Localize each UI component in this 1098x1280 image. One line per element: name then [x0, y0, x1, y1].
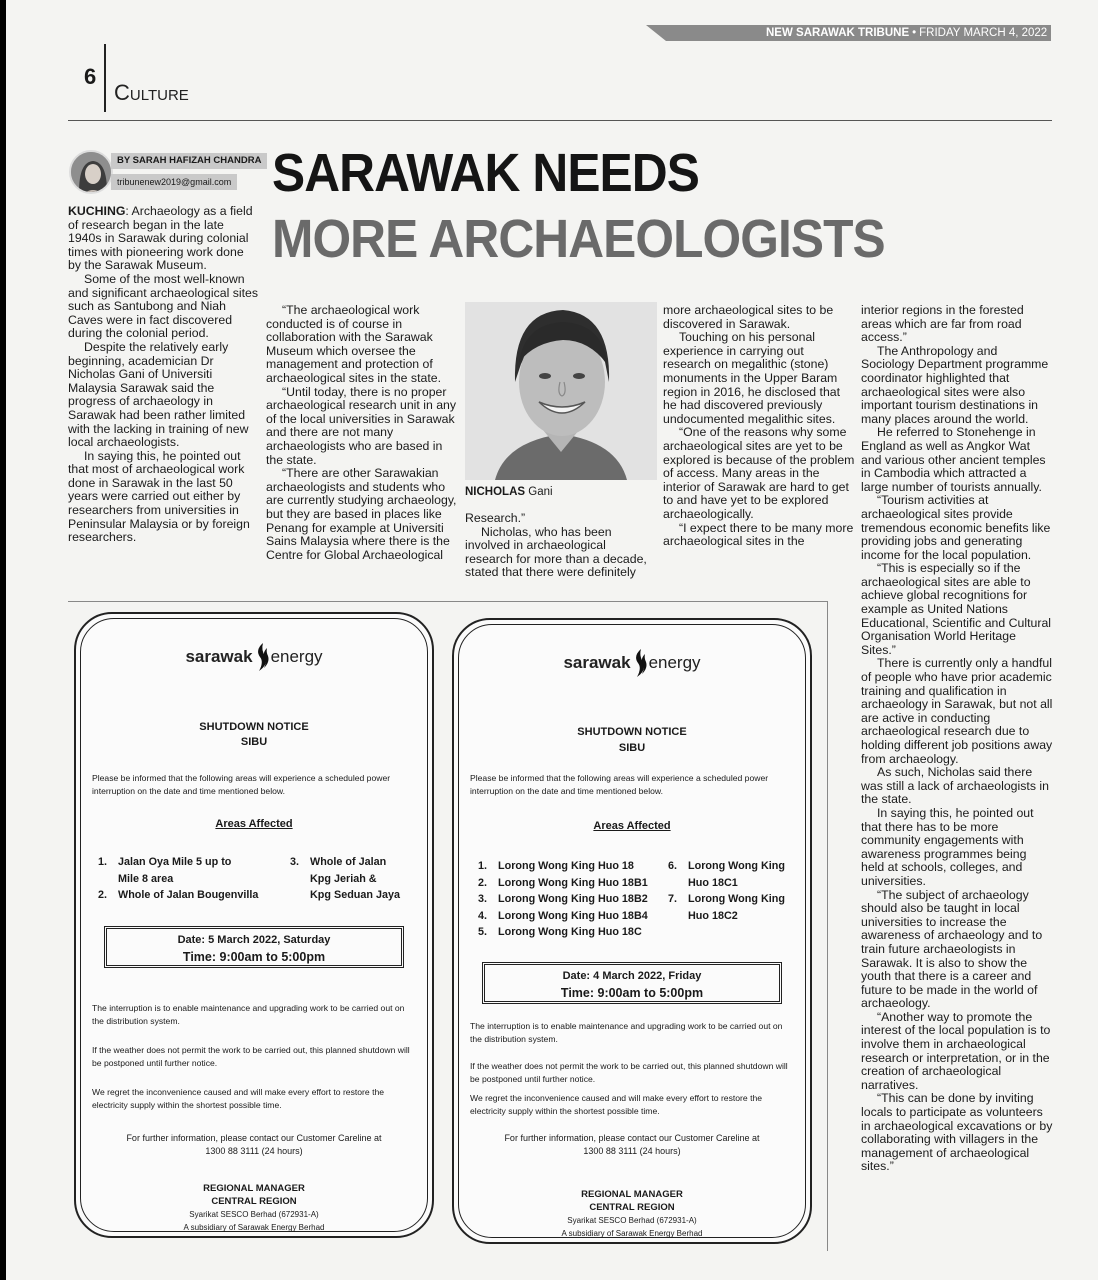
area-item [478, 908, 648, 925]
sarawak-energy-logo [454, 648, 810, 678]
paper-name: NEW SARAWAK TRIBUNE [766, 27, 910, 39]
area-number: 5. [478, 926, 488, 938]
article-column-3 [465, 512, 657, 592]
paragraph-text: As such, Nicholas said there was still a lack of archaeologists in the state. [861, 765, 1049, 807]
article-paragraph [861, 1011, 1053, 1093]
sign-region: CENTRAL REGION [211, 1196, 297, 1207]
newspaper-page [6, 0, 1098, 1280]
area-item [478, 924, 648, 941]
paragraph-text: The Anthropology and Sociology Department programme coordinator highlighted that archaeological sites were also important tourism destinations in many places around the world. [861, 343, 1049, 426]
article-paragraph [68, 341, 260, 450]
article-paragraph [266, 467, 458, 562]
area-name: Lorong Wong King [688, 893, 785, 905]
area-item [668, 875, 785, 892]
article-paragraph [861, 426, 1053, 494]
signature-block [76, 1182, 432, 1234]
area-name: Lorong Wong King [688, 860, 785, 872]
article-paragraph [861, 494, 1053, 562]
area-item [478, 875, 648, 892]
article-column-5 [861, 304, 1053, 1254]
masthead-wedge [646, 25, 666, 41]
article-paragraph [663, 304, 855, 331]
author-email: tribunenew2019@gmail.com [111, 174, 237, 190]
headline-line-2: MORE ARCHAEOLOGISTS [272, 209, 885, 269]
sarawak-energy-logo [76, 642, 432, 672]
area-number: 7. [668, 893, 678, 905]
area-name: Huo 18C1 [688, 876, 738, 889]
company-subsidiary: A subsidiary of Sarawak Energy Berhad [183, 1223, 325, 1232]
areas-list-left [478, 858, 648, 941]
article-paragraph [68, 450, 260, 545]
area-item [290, 854, 400, 871]
issue-date: FRIDAY MARCH 4, 2022 [919, 27, 1048, 39]
author-portrait-icon [71, 152, 113, 194]
notice-location: SIBU [618, 742, 646, 754]
shutdown-date: Date: 4 March 2022, Friday [562, 970, 702, 982]
caption-rest: Gani [528, 486, 553, 498]
contact-info [454, 1132, 810, 1158]
date-time-box [482, 962, 782, 1004]
paragraph-text: Touching on his personal experience in carrying out research on megalithic (stone) monuments in the Upper Baram region in 2016, he disclosed that he had discovered previously undocumented megalithic sites. [663, 330, 841, 426]
paragraph-text: There is currently only a handful of people who have prior academic training and qualification in archaeology in Sarawak, but not all are active in conducting archaeological research due to holding different job positions away from archaeology. [861, 656, 1053, 766]
header-rule [68, 120, 1052, 121]
area-number: 2. [98, 889, 108, 901]
area-number: 3. [290, 856, 300, 868]
company-name: Syarikat SESCO Berhad (672931-A) [567, 1216, 697, 1225]
paragraph-text: “There are other Sarawakian archaeologists and students who are currently studying archaeology, but they are based in places like Penang for example at Universiti Sains Malaysia where there is the Centre for Global Archaeological [266, 466, 457, 562]
paragraph-text: “The subject of archaeology should also be taught in local universities to increase the awareness of archaeology and to train future archaeologists in Sarawak. It is also to show the youth that there is a career and future to be made in the world of archaeology. [861, 887, 1043, 1011]
notice-para-apology: We regret the inconvenience caused and will make every effort to restore the electricity supply within the shortest possible time. [92, 1087, 385, 1110]
areas-list-right [668, 858, 785, 924]
area-name: Kpg Jeriah & [310, 872, 377, 885]
article-column-2 [266, 304, 458, 589]
paragraph-text: “Tourism activities at archaeological sites provide tremendous economic benefits like providing jobs and generating income for the local population. [861, 493, 1051, 562]
date-time-box [104, 926, 404, 968]
flame-icon [254, 642, 270, 672]
shutdown-time: Time: 9:00am to 5:00pm [182, 950, 326, 964]
paragraph-text: In saying this, he pointed out that there has to be more community engagements with awareness programmes being held at schools, colleges, and universities. [861, 805, 1034, 888]
paragraph-text: “The archaeological work conducted is of course in collaboration with the Sarawak Museum which oversee the management and protection of archaeological sites in the state. [266, 304, 441, 385]
paragraph-text: Some of the most well-known and significant archaeological sites such as Santubong and Niah Caves were in fact discovered during the colonial period. [68, 271, 259, 341]
article-paragraph [68, 205, 260, 273]
article-paragraph [663, 331, 855, 426]
area-number: 6. [668, 860, 678, 872]
caption-name: NICHOLAS [465, 486, 526, 498]
sign-title: REGIONAL MANAGER [581, 1189, 683, 1200]
article-paragraph [861, 807, 1053, 889]
flame-icon [632, 648, 648, 678]
area-name: Jalan Oya Mile 5 up to [118, 856, 232, 868]
article-paragraph [861, 657, 1053, 766]
paragraph-text: : Archaeology as a field of research began in the late 1940s in Sarawak during colonial times with pioneering work done by the Sarawak Museum. [68, 205, 253, 273]
area-item [98, 887, 258, 904]
article-paragraph [861, 1092, 1053, 1174]
areas-heading: Areas Affected [593, 820, 671, 832]
dateline: KUCHING [68, 205, 126, 218]
author-avatar [69, 150, 113, 194]
area-item [98, 854, 258, 871]
article-paragraph [266, 304, 458, 386]
areas-list-right [290, 854, 400, 904]
sign-region: CENTRAL REGION [589, 1202, 675, 1213]
brand-left: sarawak [563, 653, 631, 672]
area-name: Lorong Wong King Huo 18C [498, 926, 642, 938]
area-name: Whole of Jalan Bougenvilla [118, 889, 259, 901]
brand-right: energy [270, 647, 323, 666]
area-name: Lorong Wong King Huo 18B1 [498, 876, 648, 889]
areas-list-left [98, 854, 258, 904]
area-item [290, 887, 400, 904]
paragraph-text: Research.” [465, 512, 526, 525]
areas-heading: Areas Affected [215, 818, 293, 830]
article-paragraph [266, 386, 458, 468]
masthead-separator: • [912, 27, 917, 39]
signature-block [454, 1188, 810, 1240]
paragraph-text: “This can be done by inviting locals to participate as volunteers in archaeological excavations or by collaborating with villagers in the management of archaeological sites.” [861, 1091, 1053, 1174]
area-item [668, 858, 785, 875]
shutdown-time: Time: 9:00am to 5:00pm [560, 986, 704, 1000]
area-item [668, 908, 785, 925]
page-number: 6 [84, 64, 97, 89]
area-number: 1. [478, 860, 488, 872]
brand-right: energy [648, 653, 701, 672]
area-name: Lorong Wong King Huo 18 [498, 860, 634, 872]
shutdown-notice-ad-1 [74, 612, 434, 1238]
paragraph-text: “I expect there to be many more archaeological sites in the [663, 520, 854, 549]
paragraph-text: interior regions in the forested areas which are far from road access.” [861, 304, 1024, 345]
paragraph-text: Nicholas, who has been involved in archaeological research for more than a decade, stated that there were definitely [465, 524, 647, 580]
article-paragraph [465, 526, 657, 580]
area-name: Lorong Wong King Huo 18B2 [498, 893, 648, 905]
page-number-rule [104, 44, 106, 112]
masthead-bar [666, 25, 1051, 41]
sign-title: REGIONAL MANAGER [203, 1183, 305, 1194]
notice-para-weather: If the weather does not permit the work to be carried out, this planned shutdown will be postponed until further notice. [470, 1061, 788, 1084]
article-paragraph [663, 426, 855, 521]
article-paragraph [861, 562, 1053, 657]
photo-caption [465, 486, 553, 498]
notice-intro: Please be informed that the following areas will experience a scheduled power interruption on the date and time mentioned below. [92, 773, 391, 796]
area-item [98, 871, 258, 888]
paragraph-text: “Until today, there is no proper archaeological research unit in any of the local universities in Sarawak and there are not many archaeologists who are based in the state. [266, 384, 457, 467]
contact-phone: 1300 88 3111 (24 hours) [583, 1146, 681, 1156]
area-name: Lorong Wong King Huo 18B4 [498, 909, 648, 922]
paragraph-text: “Another way to promote the interest of the local population is to involve them in archaeological research or interpretation, or in the creation of archaeological narratives. [861, 1009, 1051, 1092]
notice-para-maintenance: The interruption is to enable maintenance and upgrading work to be carried out on the distribution system. [92, 1003, 405, 1026]
article-column-4 [663, 304, 855, 589]
section-title: Culture [114, 80, 189, 105]
contact-line: For further information, please contact our Customer Careline at [504, 1133, 760, 1143]
paragraph-text: In saying this, he pointed out that most of archaeological work done in Sarawak in the last 50 years were carried out either by researchers from universities in Peninsular Malaysia or by foreign researchers. [68, 448, 250, 545]
article-paragraph [861, 766, 1053, 807]
area-item [290, 871, 400, 888]
paragraph-text: “One of the reasons why some archaeological sites are yet to be explored is because of the problem of access. Many areas in the interior of Sarawak are hard to get to and have yet to be explored archaeologically. [663, 425, 855, 521]
headline-line-1: SARAWAK NEEDS [272, 143, 699, 203]
notice-para-weather: If the weather does not permit the work to be carried out, this planned shutdown will be postponed until further notice. [92, 1045, 410, 1068]
article-paragraph [663, 522, 855, 549]
article-column-1 [68, 205, 260, 585]
notice-para-maintenance: The interruption is to enable maintenance and upgrading work to be carried out on the distribution system. [470, 1021, 783, 1044]
notice-para-apology: We regret the inconvenience caused and will make every effort to restore the electricity supply within the shortest possible time. [470, 1093, 763, 1116]
area-number: 1. [98, 856, 108, 868]
area-item [478, 891, 648, 908]
paragraph-text: Despite the relatively early beginning, academician Dr Nicholas Gani of Universiti Malaysia Sarawak said the progress of archaeology in Sarawak had been rather limited with the lacking in training of new local archaeologists. [68, 339, 249, 450]
contact-line: For further information, please contact our Customer Careline at [126, 1133, 382, 1143]
nicholas-photo [465, 302, 657, 480]
shutdown-date: Date: 5 March 2022, Saturday [177, 934, 331, 946]
contact-phone: 1300 88 3111 (24 hours) [205, 1146, 303, 1156]
notice-location: SIBU [240, 736, 268, 748]
notice-title: SHUTDOWN NOTICE [199, 721, 309, 733]
contact-info [76, 1132, 432, 1158]
notice-intro: Please be informed that the following areas will experience a scheduled power interruption on the date and time mentioned below. [470, 773, 769, 796]
portrait-photo-icon [465, 302, 657, 480]
area-item [478, 858, 648, 875]
paragraph-text: more archaeological sites to be discovered in Sarawak. [663, 304, 834, 331]
area-number: 3. [478, 893, 488, 905]
area-name: Huo 18C2 [688, 909, 738, 922]
area-number: 4. [478, 909, 488, 922]
paragraph-text: He referred to Stonehenge in England as well as Angkor Wat and various other ancient temples in Cambodia which attracted a large number of tourists annually. [861, 425, 1046, 494]
article-paragraph [68, 273, 260, 341]
area-name: Kpg Seduan Jaya [310, 889, 401, 901]
article-paragraph [861, 889, 1053, 1011]
article-paragraph [861, 304, 1053, 345]
paragraph-text: “This is especially so if the archaeological sites are able to achieve global recognitions for example as United Nations Educational, Scientific and Cultural Organisation World Heritage Sites.” [861, 561, 1052, 657]
article-paragraph [465, 512, 657, 526]
company-subsidiary: A subsidiary of Sarawak Energy Berhad [561, 1229, 703, 1238]
area-name: Whole of Jalan [310, 856, 387, 868]
article-paragraph [861, 345, 1053, 427]
author-byline: BY SARAH HAFIZAH CHANDRA [111, 153, 267, 169]
notice-title: SHUTDOWN NOTICE [577, 726, 687, 738]
brand-left: sarawak [185, 647, 253, 666]
area-item [668, 891, 785, 908]
area-name: Mile 8 area [118, 872, 174, 885]
company-name: Syarikat SESCO Berhad (672931-A) [189, 1210, 319, 1219]
shutdown-notice-ad-2 [452, 618, 812, 1244]
area-number: 2. [478, 876, 488, 889]
